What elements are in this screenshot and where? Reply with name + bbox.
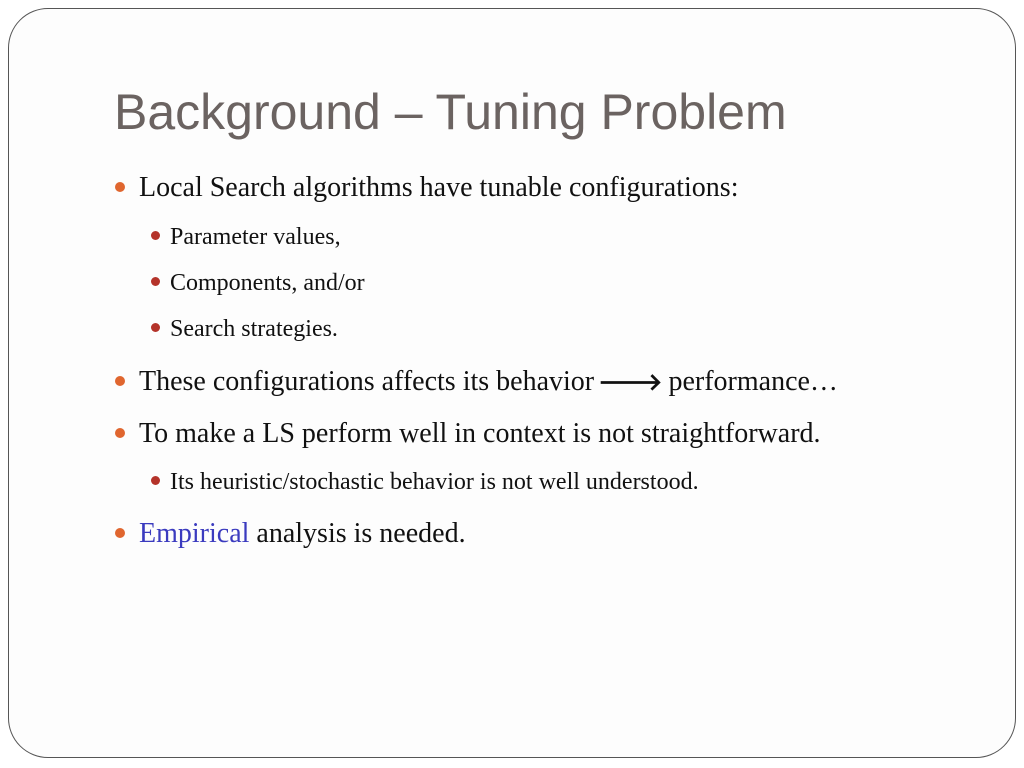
sub-bullet-dot-icon — [151, 476, 160, 485]
bullet-item — [115, 172, 738, 204]
sub-bullet-text: Components, and/or — [170, 270, 365, 296]
bullet-text: performance… — [668, 366, 838, 397]
bullet-dot-icon — [115, 528, 125, 538]
highlighted-term: Empirical — [139, 518, 250, 549]
right-arrow-icon: 🡒 — [598, 368, 663, 396]
sub-bullet-item — [151, 316, 338, 343]
bullet-item — [115, 518, 466, 550]
slide-title: Background – Tuning Problem — [114, 84, 787, 140]
bullet-text: analysis is needed. — [249, 518, 466, 549]
bullet-dot-icon — [115, 428, 125, 438]
sub-bullet-dot-icon — [151, 277, 160, 286]
sub-bullet-item — [151, 224, 341, 251]
sub-bullet-item — [151, 270, 365, 297]
sub-bullet-text: Parameter values, — [170, 224, 341, 250]
sub-bullet-text: Search strategies. — [170, 316, 338, 342]
sub-bullet-text: Its heuristic/stochastic behavior is not well understood. — [170, 469, 699, 495]
bullet-dot-icon — [115, 376, 125, 386]
bullet-text: These configurations affects its behavior — [139, 366, 595, 397]
sub-bullet-dot-icon — [151, 323, 160, 332]
bullet-text: Local Search algorithms have tunable configurations: — [139, 172, 739, 203]
bullet-text: To make a LS perform well in context is not straightforward. — [139, 418, 821, 449]
bullet-item — [115, 366, 838, 398]
sub-bullet-dot-icon — [151, 231, 160, 240]
bullet-dot-icon — [115, 182, 125, 192]
sub-bullet-item — [151, 469, 699, 496]
bullet-item — [115, 418, 821, 450]
